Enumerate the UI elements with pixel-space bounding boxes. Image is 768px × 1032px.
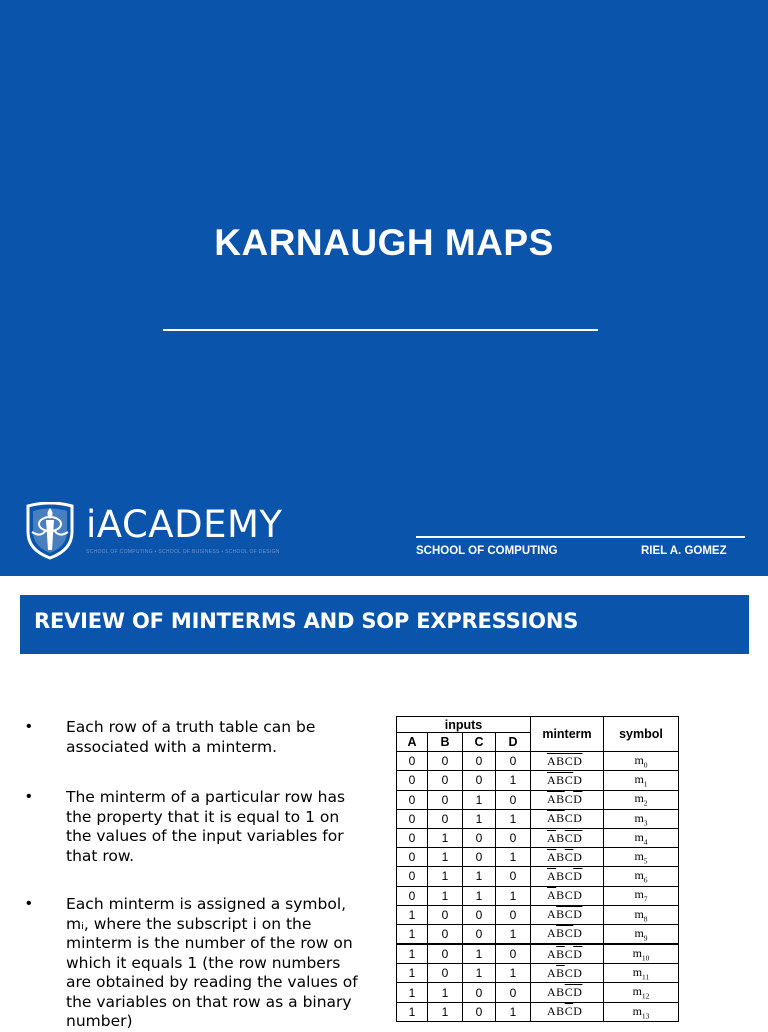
bit-cell: 0 (463, 828, 496, 847)
symbol-cell (604, 809, 679, 828)
minterm-variable: D (573, 888, 583, 903)
bit-cell: 1 (428, 848, 463, 867)
minterm-variable: A (547, 985, 557, 1000)
symbol-cell (604, 964, 679, 983)
symbol-cell (604, 828, 679, 847)
minterm-variable: $\overline{A}$ (547, 868, 557, 883)
bit-cell: 1 (496, 924, 531, 944)
table-row (397, 867, 679, 886)
bit-cell: 0 (463, 924, 496, 944)
bit-cell: 0 (428, 964, 463, 983)
symbol-letter: m (634, 906, 644, 921)
symbol-cell (604, 983, 679, 1002)
table-row (397, 828, 679, 847)
minterm-variable: A (547, 946, 557, 961)
bit-cell: 1 (463, 944, 496, 964)
symbol-cell (604, 905, 679, 924)
minterm-variable: B (556, 868, 565, 883)
bit-cell: 1 (496, 886, 531, 905)
minterm-variable: $\overline{D}$ (573, 907, 583, 922)
symbol-letter: m (632, 965, 643, 980)
minterm-variable: $\overline{B}$ (556, 792, 565, 807)
minterm-variable: $\overline{A}$ (547, 849, 557, 864)
minterm-variable: D (573, 965, 583, 980)
bit-cell: 0 (428, 752, 463, 771)
symbol-cell (604, 1002, 679, 1021)
bit-cell: 0 (397, 790, 428, 809)
symbol-cell (604, 752, 679, 771)
bit-cell: 0 (428, 944, 463, 964)
minterm-variable: A (547, 926, 557, 941)
minterm-cell (531, 828, 604, 847)
truth-table (396, 716, 679, 1022)
footer-divider (416, 536, 745, 538)
minterm-cell (531, 924, 604, 944)
symbol-index: 9 (643, 933, 648, 943)
bit-cell: 0 (397, 752, 428, 771)
minterm-variable: B (556, 985, 565, 1000)
bit-cell: 1 (496, 809, 531, 828)
symbol-letter: m (632, 984, 642, 999)
bit-cell: 1 (463, 790, 496, 809)
minterm-variable: $\overline{B}$ (556, 772, 565, 787)
symbol-letter: m (634, 829, 644, 844)
minterm-variable: C (564, 868, 574, 883)
minterm-variable: D (573, 849, 583, 864)
symbol-index: 13 (641, 1010, 650, 1020)
minterm-variable: $\overline{C}$ (564, 849, 574, 864)
title-underline (163, 329, 598, 331)
minterm-cell (531, 905, 604, 924)
symbol-cell (604, 944, 679, 964)
minterm-variable: $\overline{C}$ (564, 772, 574, 787)
minterm-variable: D (573, 811, 583, 826)
bit-cell: 0 (496, 828, 531, 847)
bullet-dot: • (26, 718, 32, 735)
minterm-variable: $\overline{B}$ (556, 907, 565, 922)
table-row (397, 886, 679, 905)
table-row (397, 1002, 679, 1021)
minterm-variable: A (547, 965, 557, 980)
bit-cell: 0 (496, 867, 531, 886)
minterm-variable: $\overline{B}$ (556, 753, 565, 768)
bit-cell: 0 (428, 809, 463, 828)
symbol-index: 0 (643, 760, 648, 770)
bit-cell: 0 (397, 886, 428, 905)
bit-cell: 0 (428, 924, 463, 944)
symbol-cell (604, 867, 679, 886)
truth-table-body (397, 752, 679, 1022)
symbol-index: 8 (643, 913, 648, 923)
bit-cell: 1 (397, 964, 428, 983)
bit-cell: 0 (496, 905, 531, 924)
symbol-index: 11 (642, 972, 650, 982)
symbol-index: 2 (643, 798, 648, 808)
minterm-variable: $\overline{A}$ (547, 811, 557, 826)
torch-shield-logo-icon (24, 502, 76, 560)
bit-cell: 0 (463, 983, 496, 1002)
symbol-cell (604, 848, 679, 867)
bit-cell: 1 (428, 886, 463, 905)
minterm-variable: C (564, 946, 574, 961)
minterm-cell (531, 867, 604, 886)
minterm-variable: $\overline{B}$ (556, 946, 565, 961)
bit-cell: 1 (463, 886, 496, 905)
symbol-letter: m (634, 753, 644, 768)
symbol-cell (604, 886, 679, 905)
minterm-variable: C (564, 888, 574, 903)
bit-cell: 0 (496, 944, 531, 964)
symbol-index: 7 (643, 894, 648, 904)
minterm-variable: $\overline{A}$ (547, 888, 557, 903)
bit-cell: 1 (463, 964, 496, 983)
minterm-variable: $\overline{C}$ (564, 1004, 574, 1019)
bit-cell: 0 (463, 905, 496, 924)
bit-cell: 0 (397, 848, 428, 867)
brand-tagline: SCHOOL OF COMPUTING • SCHOOL OF BUSINESS • SCHOOL OF DESIGN (86, 549, 280, 555)
bit-cell: 0 (496, 983, 531, 1002)
minterm-variable: $\overline{D}$ (573, 792, 583, 807)
bit-cell: 1 (496, 848, 531, 867)
minterm-cell (531, 790, 604, 809)
minterm-variable: $\overline{B}$ (556, 926, 565, 941)
table-row (397, 771, 679, 790)
slide-title: KARNAUGH MAPS (214, 222, 554, 263)
minterm-cell (531, 886, 604, 905)
bit-cell: 1 (397, 944, 428, 964)
minterm-variable: $\overline{C}$ (564, 753, 574, 768)
bit-cell: 0 (397, 867, 428, 886)
table-row (397, 983, 679, 1002)
bit-cell: 1 (397, 1002, 428, 1021)
symbol-letter: m (632, 945, 642, 960)
symbol-letter: m (634, 868, 644, 883)
symbol-index: 4 (643, 837, 648, 847)
table-row (397, 790, 679, 809)
minterm-cell (531, 809, 604, 828)
bit-cell: 1 (463, 809, 496, 828)
minterm-variable: B (556, 1004, 565, 1019)
bit-cell: 1 (428, 828, 463, 847)
table-row (397, 924, 679, 944)
bit-cell: 0 (496, 790, 531, 809)
minterm-cell (531, 983, 604, 1002)
table-row (397, 752, 679, 771)
minterm-variable: $\overline{A}$ (547, 830, 557, 845)
bit-cell: 0 (463, 1002, 496, 1021)
bit-cell: 0 (463, 752, 496, 771)
table-row (397, 809, 679, 828)
minterm-cell (531, 771, 604, 790)
minterm-variable: $\overline{C}$ (564, 926, 574, 941)
minterm-variable: $\overline{C}$ (564, 985, 574, 1000)
symbol-index: 10 (641, 953, 650, 963)
column-header-a: A (397, 733, 428, 752)
bit-cell: 1 (397, 905, 428, 924)
table-row (397, 944, 679, 964)
bit-cell: 0 (397, 809, 428, 828)
bit-cell: 1 (428, 867, 463, 886)
column-header-c: C (463, 733, 496, 752)
bit-cell: 1 (496, 964, 531, 983)
section-banner (20, 595, 749, 654)
symbol-cell (604, 790, 679, 809)
minterm-variable: D (573, 1004, 583, 1019)
minterm-variable: $\overline{B}$ (556, 965, 565, 980)
symbol-index: 12 (641, 991, 650, 1001)
bit-cell: 1 (428, 1002, 463, 1021)
minterm-variable: B (556, 830, 565, 845)
column-header-b: B (428, 733, 463, 752)
symbol-index: 1 (643, 779, 648, 789)
bit-cell: 1 (428, 983, 463, 1002)
table-row (397, 905, 679, 924)
symbol-index: 6 (643, 875, 648, 885)
inputs-header: inputs (397, 717, 531, 733)
minterm-variable: A (547, 1004, 557, 1019)
minterm-header: minterm (531, 717, 604, 752)
symbol-letter: m (634, 925, 644, 940)
minterm-variable: C (564, 811, 574, 826)
minterm-variable: C (564, 965, 574, 980)
minterm-cell (531, 1002, 604, 1021)
bullet-text: Each minterm is assigned a symbol, mᵢ, where the subscript i on the minterm is the number of the row on which it equals 1 (the row numbers are obtained by reading the values of the variables on that row as a binary number) (66, 895, 358, 1030)
symbol-letter: m (634, 810, 644, 825)
minterm-variable: $\overline{D}$ (573, 830, 583, 845)
bit-cell: 1 (397, 924, 428, 944)
minterm-variable: B (556, 888, 565, 903)
minterm-variable: B (556, 849, 565, 864)
bit-cell: 0 (397, 828, 428, 847)
bit-cell: 0 (428, 790, 463, 809)
minterm-variable: $\overline{C}$ (564, 830, 574, 845)
brand-name: iACADEMY (86, 503, 283, 546)
minterm-variable: $\overline{A}$ (547, 753, 557, 768)
minterm-variable: D (573, 772, 583, 787)
bullet-dot: • (26, 788, 32, 805)
minterm-cell (531, 944, 604, 964)
author-label: RIEL A. GOMEZ (641, 545, 727, 557)
table-row (397, 964, 679, 983)
bit-cell: 1 (496, 771, 531, 790)
school-label: SCHOOL OF COMPUTING (416, 545, 558, 557)
symbol-letter: m (634, 791, 644, 806)
bit-cell: 1 (496, 1002, 531, 1021)
symbol-cell (604, 771, 679, 790)
minterm-variable: $\overline{D}$ (573, 946, 583, 961)
bit-cell: 0 (428, 771, 463, 790)
bullet-dot: • (26, 895, 32, 912)
bit-cell: 0 (428, 905, 463, 924)
table-row (397, 848, 679, 867)
minterm-variable: $\overline{B}$ (556, 811, 565, 826)
minterm-cell (531, 752, 604, 771)
bit-cell: 0 (463, 848, 496, 867)
minterm-variable: $\overline{A}$ (547, 792, 557, 807)
minterm-variable: $\overline{A}$ (547, 772, 557, 787)
minterm-cell (531, 964, 604, 983)
bullet-text: Each row of a truth table can be associated with a minterm. (66, 718, 316, 756)
minterm-variable: $\overline{C}$ (564, 907, 574, 922)
column-header-d: D (496, 733, 531, 752)
symbol-letter: m (634, 849, 644, 864)
minterm-variable: $\overline{D}$ (573, 868, 583, 883)
bit-cell: 0 (496, 752, 531, 771)
bit-cell: 1 (463, 867, 496, 886)
minterm-variable: $\overline{D}$ (573, 985, 583, 1000)
symbol-cell (604, 924, 679, 944)
bullet-text: The minterm of a particular row has the property that it is equal to 1 on the values of the input variables for that row. (66, 788, 346, 865)
minterm-variable: D (573, 926, 583, 941)
bit-cell: 1 (397, 983, 428, 1002)
minterm-cell (531, 848, 604, 867)
bit-cell: 0 (397, 771, 428, 790)
symbol-letter: m (634, 772, 644, 787)
minterm-variable: C (564, 792, 574, 807)
symbol-header: symbol (604, 717, 679, 752)
symbol-index: 3 (643, 818, 648, 828)
symbol-letter: m (632, 1003, 642, 1018)
bit-cell: 0 (463, 771, 496, 790)
section-title: REVIEW OF MINTERMS AND SOP EXPRESSIONS (34, 609, 579, 633)
symbol-index: 5 (643, 856, 648, 866)
symbol-letter: m (634, 887, 644, 902)
minterm-variable: $\overline{D}$ (573, 753, 583, 768)
minterm-variable: A (547, 907, 557, 922)
